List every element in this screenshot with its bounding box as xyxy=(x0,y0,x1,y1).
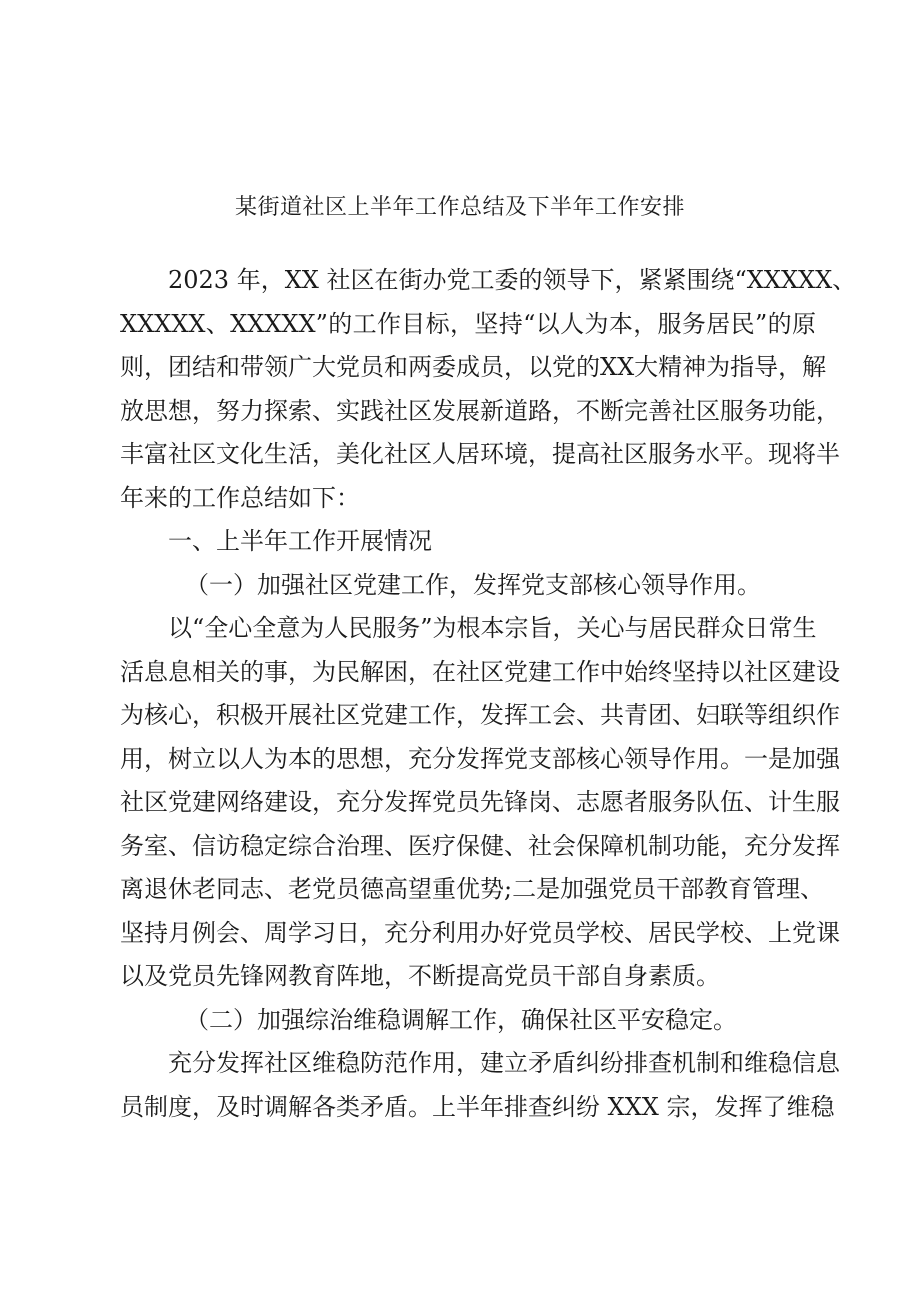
intro-line: 丰富社区文化生活，美化社区人居环境，提高社区服务水平。现将半 xyxy=(120,440,840,468)
paragraph-line: 务室、信访稳定综合治理、医疗保健、社会保障机制功能，充分发挥 xyxy=(120,831,840,860)
paragraph-line: 以及党员先锋网教育阵地，不断提高党员干部自身素质。 xyxy=(120,962,720,990)
subsection-1-paragraph xyxy=(120,607,840,999)
intro-line: XXXXX、XXXXX”的工作目标，坚持“以人为本，服务居民”的原 xyxy=(120,309,816,338)
paragraph-line: 社区党建网络建设，充分发挥党员先锋岗、志愿者服务队伍、计生服 xyxy=(120,788,840,816)
section-heading: 一、上半年工作开展情况 xyxy=(168,527,432,555)
paragraph-line: 活息息相关的事，为民解困，在社区党建工作中始终坚持以社区建设 xyxy=(120,657,840,686)
paragraph-line: 充分发挥社区维稳防范作用，建立矛盾纠纷排查机制和维稳信息 xyxy=(168,1049,840,1077)
subsection-heading: （一）加强社区党建工作，发挥党支部核心领导作用。 xyxy=(185,570,761,599)
paragraph-line: 为核心，积极开展社区党建工作，发挥工会、共青团、妇联等组织作 xyxy=(120,701,840,729)
intro-line: 则，团结和带领广大党员和两委成员，以党的XX大精神为指导，解 xyxy=(120,353,827,381)
paragraph-line: 离退休老同志、老党员德高望重优势;二是加强党员干部教育管理、 xyxy=(120,875,825,903)
paragraph-line: 用，树立以人为本的思想，充分发挥党支部核心领导作用。一是加强 xyxy=(120,744,840,773)
intro-paragraph xyxy=(120,259,857,520)
paragraph-line: 以“全心全意为人民服务”为根本宗旨，关心与居民群众日常生 xyxy=(168,614,817,642)
paragraph-line: 坚持月例会、周学习日，充分利用办好党员学校、居民学校、上党课 xyxy=(120,918,840,947)
subsection-heading: （二）加强综治维稳调解工作，确保社区平安稳定。 xyxy=(185,1005,737,1034)
paragraph-line: 员制度，及时调解各类矛盾。上半年排查纠纷 XXX 宗，发挥了维稳 xyxy=(120,1092,835,1121)
intro-line: 年来的工作总结如下： xyxy=(120,483,360,512)
document-body xyxy=(120,259,857,1129)
intro-line: 放思想，努力探索、实践社区发展新道路，不断完善社区服务功能， xyxy=(120,396,840,425)
document-title: 某街道社区上半年工作总结及下半年工作安排 xyxy=(234,195,685,220)
subsection-2-paragraph xyxy=(120,1042,840,1129)
intro-line: 2023 年，XX 社区在街办党工委的领导下，紧紧围绕“XXXXX、 xyxy=(168,266,857,294)
